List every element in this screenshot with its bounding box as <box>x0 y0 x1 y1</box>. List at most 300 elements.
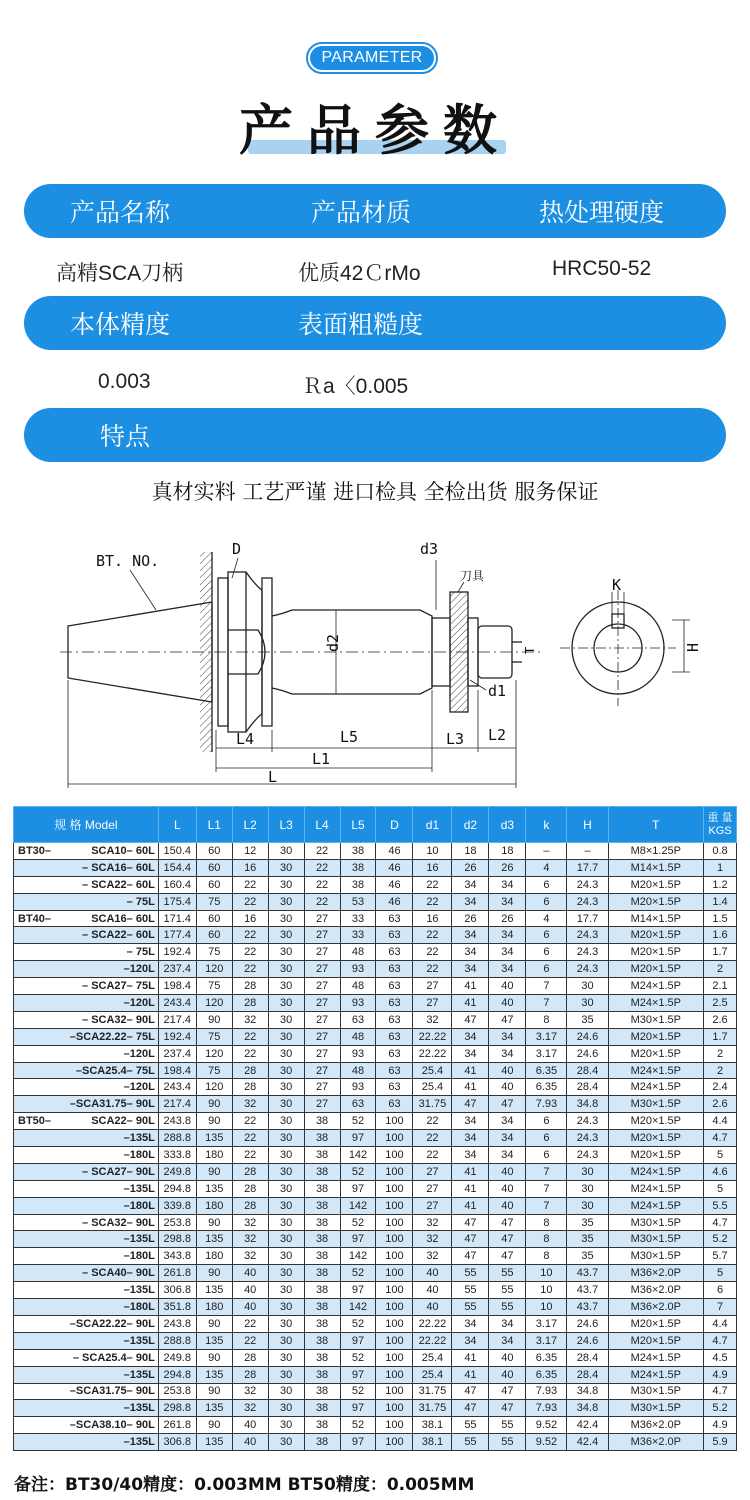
cell-value: 8 <box>526 1248 567 1265</box>
cell-value: 22 <box>413 893 452 910</box>
cell-value: 32 <box>413 1214 452 1231</box>
cell-value: 135 <box>196 1180 232 1197</box>
cell-value: 46 <box>376 893 413 910</box>
cell-value: 27 <box>304 1062 340 1079</box>
cell-value: 40 <box>489 1180 526 1197</box>
label-L3: L3 <box>446 730 465 748</box>
cell-value: 63 <box>376 1045 413 1062</box>
cell-value: 55 <box>489 1417 526 1434</box>
cell-value: 4.6 <box>704 1163 737 1180</box>
cell-model <box>14 1028 159 1045</box>
cell-value: 6.35 <box>526 1062 567 1079</box>
cell-model <box>14 910 159 927</box>
cell-value: 4.9 <box>704 1366 737 1383</box>
cell-value: 48 <box>340 1028 376 1045</box>
cell-value: 30 <box>268 1062 304 1079</box>
cell-value: 93 <box>340 1045 376 1062</box>
cell-model <box>14 893 159 910</box>
header-d1: d1 <box>413 807 452 843</box>
cell-value: 34 <box>452 927 489 944</box>
cell-value: 30 <box>268 1130 304 1147</box>
cell-value: 100 <box>376 1113 413 1130</box>
cell-value: 243.4 <box>158 995 196 1012</box>
bar-label-roughness: 表面粗糙度 <box>298 310 424 339</box>
cell-value: M24×1.5P <box>608 1163 704 1180</box>
cell-value: 30 <box>268 995 304 1012</box>
cell-value: 25.4 <box>413 1079 452 1096</box>
cell-value: 93 <box>340 1079 376 1096</box>
cell-value: 27 <box>304 1011 340 1028</box>
bar-label-features: 特点 <box>100 422 151 451</box>
cell-value: 63 <box>340 1011 376 1028</box>
cell-model <box>14 1147 159 1164</box>
model-name: –SCA25.4– 75L <box>75 1064 155 1077</box>
cell-value: 24.3 <box>567 1130 608 1147</box>
cell-value: 33 <box>340 910 376 927</box>
cell-value: 32 <box>232 1096 268 1113</box>
model-name: –135L <box>123 1182 155 1195</box>
cell-value: 90 <box>196 1096 232 1113</box>
header-L5: L5 <box>340 807 376 843</box>
cell-value: M20×1.5P <box>608 876 704 893</box>
cell-value: 10 <box>526 1299 567 1316</box>
cell-model <box>14 1265 159 1282</box>
cell-value: 2 <box>704 961 737 978</box>
cell-value: 100 <box>376 1434 413 1451</box>
cell-value: 30 <box>268 1366 304 1383</box>
cell-value: 38 <box>304 1197 340 1214</box>
cell-value: 27 <box>413 995 452 1012</box>
cell-value: 28.4 <box>567 1062 608 1079</box>
cell-value: 30 <box>268 1383 304 1400</box>
cell-value: 306.8 <box>158 1434 196 1451</box>
table-row <box>14 893 737 910</box>
cell-value: 30 <box>268 843 304 860</box>
cell-value: 40 <box>489 1062 526 1079</box>
cell-value: 180 <box>196 1248 232 1265</box>
cell-value: 38 <box>304 1400 340 1417</box>
cell-value: 120 <box>196 961 232 978</box>
cell-value: 28.4 <box>567 1366 608 1383</box>
bar-label-heat-treatment: 热处理硬度 <box>539 198 665 227</box>
cell-value: 177.4 <box>158 927 196 944</box>
cell-value: 40 <box>232 1417 268 1434</box>
table-row <box>14 995 737 1012</box>
cell-value: 34 <box>452 1045 489 1062</box>
cell-value: 24.3 <box>567 876 608 893</box>
cell-value: 30 <box>268 893 304 910</box>
cell-value: 63 <box>376 961 413 978</box>
cell-value: M20×1.5P <box>608 1147 704 1164</box>
cell-value: 5.2 <box>704 1400 737 1417</box>
cell-value: 30 <box>268 961 304 978</box>
cell-value: 30 <box>268 1231 304 1248</box>
table-row <box>14 1197 737 1214</box>
cell-model <box>14 1282 159 1299</box>
cell-value: 4.4 <box>704 1315 737 1332</box>
cell-value: 26 <box>452 859 489 876</box>
model-name: SCA10– 60L <box>91 844 155 857</box>
cell-value: 38 <box>340 859 376 876</box>
cell-value: 38 <box>304 1265 340 1282</box>
cell-value: 30 <box>268 1417 304 1434</box>
cell-value: 100 <box>376 1315 413 1332</box>
cell-value: 47 <box>489 1011 526 1028</box>
table-row <box>14 1383 737 1400</box>
cell-value: 17.7 <box>567 859 608 876</box>
cell-value: 40 <box>413 1265 452 1282</box>
cell-model <box>14 1130 159 1147</box>
header-d2: d2 <box>452 807 489 843</box>
cell-value: 5 <box>704 1180 737 1197</box>
cell-value: 46 <box>376 843 413 860</box>
cell-value: 30 <box>268 859 304 876</box>
bar-label-material: 产品材质 <box>311 198 412 227</box>
cell-value: 10 <box>526 1282 567 1299</box>
cell-value: 22 <box>304 876 340 893</box>
cell-value: 160.4 <box>158 876 196 893</box>
cell-value: 253.8 <box>158 1214 196 1231</box>
cell-value: 5.5 <box>704 1197 737 1214</box>
table-row <box>14 1315 737 1332</box>
cell-value: 63 <box>376 1062 413 1079</box>
cell-value: 100 <box>376 1147 413 1164</box>
cell-value: M24×1.5P <box>608 978 704 995</box>
cell-value: 22 <box>413 1147 452 1164</box>
header-k: k <box>526 807 567 843</box>
cell-value: 4.7 <box>704 1383 737 1400</box>
cell-value: 30 <box>268 944 304 961</box>
cell-value: 4.9 <box>704 1417 737 1434</box>
model-name: – SCA40– 90L <box>82 1267 155 1280</box>
cell-value: 40 <box>232 1434 268 1451</box>
label-L4: L4 <box>236 730 255 748</box>
cell-value: 4.7 <box>704 1214 737 1231</box>
cell-value: 41 <box>452 978 489 995</box>
model-name: –SCA31.75– 90L <box>69 1098 155 1111</box>
cell-value: 6 <box>526 961 567 978</box>
cell-value: 30 <box>567 1163 608 1180</box>
header-L3: L3 <box>268 807 304 843</box>
cell-value: 30 <box>268 910 304 927</box>
label-d3: d3 <box>420 540 439 558</box>
cell-value: M30×1.5P <box>608 1214 704 1231</box>
cell-value: 38 <box>304 1299 340 1316</box>
table-row <box>14 1163 737 1180</box>
cell-value: 90 <box>196 1383 232 1400</box>
cell-value: 22.22 <box>413 1332 452 1349</box>
cell-model <box>14 1315 159 1332</box>
table-row <box>14 1130 737 1147</box>
model-name: –180L <box>123 1148 155 1161</box>
cell-value: 52 <box>340 1113 376 1130</box>
cell-value: 22 <box>304 859 340 876</box>
cell-value: 22 <box>304 893 340 910</box>
cell-value: 175.4 <box>158 893 196 910</box>
cell-value: 34 <box>489 927 526 944</box>
cell-value: 38.1 <box>413 1434 452 1451</box>
cell-value: 306.8 <box>158 1282 196 1299</box>
cell-value: 28.4 <box>567 1349 608 1366</box>
bar-label-product-name: 产品名称 <box>70 198 171 227</box>
cell-value: 38 <box>304 1366 340 1383</box>
cell-value: 52 <box>340 1163 376 1180</box>
table-row <box>14 1079 737 1096</box>
cell-value: 6 <box>526 876 567 893</box>
cell-value: 253.8 <box>158 1383 196 1400</box>
cell-value: M36×2.0P <box>608 1265 704 1282</box>
cell-model <box>14 1079 159 1096</box>
cell-value: M20×1.5P <box>608 893 704 910</box>
cell-value: 34 <box>452 1332 489 1349</box>
cell-value: 100 <box>376 1299 413 1316</box>
cell-value: 27 <box>304 1096 340 1113</box>
cell-value: 47 <box>489 1214 526 1231</box>
cell-value: 41 <box>452 1079 489 1096</box>
footer-note: 备注：BT30/40精度：0.003MM BT50精度：0.005MM <box>14 1475 475 1495</box>
cell-value: 47 <box>489 1383 526 1400</box>
cell-value: 30 <box>567 1180 608 1197</box>
cell-value: 24.3 <box>567 944 608 961</box>
cell-value: 1 <box>704 859 737 876</box>
cell-value: 237.4 <box>158 961 196 978</box>
cell-value: 34.8 <box>567 1383 608 1400</box>
cell-value: 22.22 <box>413 1315 452 1332</box>
cell-value: 6 <box>526 927 567 944</box>
cell-value: 1.7 <box>704 1028 737 1045</box>
header-weight <box>704 807 737 843</box>
cell-value: 120 <box>196 1079 232 1096</box>
cell-value: 38 <box>304 1180 340 1197</box>
cell-value: 40 <box>232 1299 268 1316</box>
model-name: –180L <box>123 1300 155 1313</box>
cell-value: 47 <box>452 1214 489 1231</box>
cell-value: 38 <box>304 1434 340 1451</box>
cell-value: 294.8 <box>158 1366 196 1383</box>
cell-value: 40 <box>232 1265 268 1282</box>
cell-model <box>14 1383 159 1400</box>
cell-value: 63 <box>376 1028 413 1045</box>
header-d3: d3 <box>489 807 526 843</box>
cell-value: 30 <box>268 1214 304 1231</box>
cell-value: 34 <box>452 1113 489 1130</box>
cell-value: 1.5 <box>704 910 737 927</box>
cell-value: 60 <box>196 910 232 927</box>
cell-value: 41 <box>452 1366 489 1383</box>
cell-value: 40 <box>489 1366 526 1383</box>
table-row <box>14 1062 737 1079</box>
cell-value: 7 <box>526 995 567 1012</box>
cell-value: 28 <box>232 1062 268 1079</box>
cell-value: 38 <box>304 1231 340 1248</box>
cell-value: 52 <box>340 1214 376 1231</box>
label-tool: 刀具 <box>460 569 485 583</box>
cell-value: 55 <box>489 1265 526 1282</box>
table-row <box>14 1028 737 1045</box>
cell-value: 97 <box>340 1366 376 1383</box>
cell-value: 135 <box>196 1400 232 1417</box>
cell-value: 38.1 <box>413 1417 452 1434</box>
cell-value: 30 <box>268 1113 304 1130</box>
cell-model <box>14 1248 159 1265</box>
cell-value: 32 <box>413 1231 452 1248</box>
cell-value: M14×1.5P <box>608 859 704 876</box>
cell-value: 7 <box>526 1197 567 1214</box>
cell-value: 7 <box>526 978 567 995</box>
cell-value: 47 <box>452 1400 489 1417</box>
cell-value: 9.52 <box>526 1417 567 1434</box>
cell-value: 288.8 <box>158 1130 196 1147</box>
cell-value: 47 <box>489 1248 526 1265</box>
cell-value: 38 <box>304 1113 340 1130</box>
cell-value: 7.93 <box>526 1400 567 1417</box>
cell-value: 142 <box>340 1299 376 1316</box>
cell-value: 47 <box>452 1011 489 1028</box>
cell-value: 2.1 <box>704 978 737 995</box>
cell-value: 30 <box>268 1180 304 1197</box>
cell-value: 8 <box>526 1011 567 1028</box>
cell-value: 38 <box>304 1214 340 1231</box>
cell-value: 27 <box>304 927 340 944</box>
cell-value: 41 <box>452 1197 489 1214</box>
spec-bar-1 <box>24 184 726 238</box>
cell-value: M8×1.25P <box>608 843 704 860</box>
cell-value: 38 <box>340 843 376 860</box>
cell-value: 2 <box>704 1062 737 1079</box>
cell-model <box>14 1299 159 1316</box>
cell-value: 31.75 <box>413 1383 452 1400</box>
model-name: – SCA32– 90L <box>82 1216 155 1229</box>
cell-value: 142 <box>340 1197 376 1214</box>
cell-value: 60 <box>196 927 232 944</box>
cell-value: 2.6 <box>704 1011 737 1028</box>
cell-value: 5.7 <box>704 1248 737 1265</box>
cell-value: 28.4 <box>567 1079 608 1096</box>
cell-value: 34 <box>452 944 489 961</box>
cell-value: 22 <box>413 927 452 944</box>
cell-value: 142 <box>340 1147 376 1164</box>
cell-value: 6 <box>526 1147 567 1164</box>
cell-value: 294.8 <box>158 1180 196 1197</box>
cell-value: – <box>526 843 567 860</box>
cell-value: 75 <box>196 1062 232 1079</box>
cell-value: 93 <box>340 961 376 978</box>
cell-value: 27 <box>413 1197 452 1214</box>
table-row <box>14 1366 737 1383</box>
cell-value: 40 <box>489 978 526 995</box>
cell-value: 249.8 <box>158 1163 196 1180</box>
cell-value: 249.8 <box>158 1349 196 1366</box>
cell-value: 97 <box>340 1130 376 1147</box>
cell-model <box>14 1096 159 1113</box>
cell-value: 38 <box>304 1248 340 1265</box>
cell-value: 63 <box>376 1079 413 1096</box>
cell-value: 6.35 <box>526 1366 567 1383</box>
model-name: –120L <box>123 963 155 976</box>
cell-value: 30 <box>268 1011 304 1028</box>
table-row <box>14 1147 737 1164</box>
cell-value: 30 <box>567 1197 608 1214</box>
cell-value: 93 <box>340 995 376 1012</box>
table-row <box>14 1349 737 1366</box>
cell-value: 22.22 <box>413 1045 452 1062</box>
cell-value: 32 <box>413 1248 452 1265</box>
cell-value: 32 <box>232 1248 268 1265</box>
model-name: –135L <box>123 1132 155 1145</box>
cell-value: 2.5 <box>704 995 737 1012</box>
cell-value: M36×2.0P <box>608 1282 704 1299</box>
cell-value: 38 <box>304 1163 340 1180</box>
cell-value: 63 <box>376 978 413 995</box>
cell-value: 28 <box>232 1349 268 1366</box>
table-row <box>14 843 737 860</box>
cell-value: 6 <box>526 893 567 910</box>
table-row <box>14 1332 737 1349</box>
cell-value: 52 <box>340 1383 376 1400</box>
label-L: L <box>268 768 278 786</box>
cell-value: 1.4 <box>704 893 737 910</box>
cell-model <box>14 927 159 944</box>
value-precision: 0.003 <box>98 370 151 393</box>
cell-value: 90 <box>196 1163 232 1180</box>
cell-value: 27 <box>304 910 340 927</box>
cell-value: 198.4 <box>158 978 196 995</box>
model-name: –135L <box>123 1402 155 1415</box>
cell-value: 217.4 <box>158 1011 196 1028</box>
cell-value: 38 <box>340 876 376 893</box>
cell-value: – <box>567 843 608 860</box>
cell-value: 7 <box>526 1180 567 1197</box>
cell-value: 30 <box>268 1096 304 1113</box>
cell-value: M30×1.5P <box>608 1096 704 1113</box>
cell-value: 90 <box>196 1113 232 1130</box>
cell-value: 63 <box>376 995 413 1012</box>
cell-value: M24×1.5P <box>608 995 704 1012</box>
cell-value: 16 <box>413 859 452 876</box>
cell-value: 24.6 <box>567 1332 608 1349</box>
cell-value: 75 <box>196 978 232 995</box>
cell-value: 16 <box>232 859 268 876</box>
cell-value: 34 <box>489 1130 526 1147</box>
table-row <box>14 910 737 927</box>
cell-model <box>14 1045 159 1062</box>
cell-value: 24.6 <box>567 1028 608 1045</box>
cell-value: 24.3 <box>567 961 608 978</box>
model-name: –SCA22.22– 75L <box>69 1030 155 1043</box>
cell-value: 90 <box>196 1214 232 1231</box>
cell-value: 52 <box>340 1265 376 1282</box>
header-L1: L1 <box>196 807 232 843</box>
cell-value: 30 <box>268 978 304 995</box>
cell-value: 47 <box>452 1383 489 1400</box>
cell-value: 34 <box>489 944 526 961</box>
cell-value: 30 <box>268 1332 304 1349</box>
cell-value: 31.75 <box>413 1096 452 1113</box>
value-roughness: Ｒa〈0.005 <box>302 375 409 398</box>
model-name: –180L <box>123 1199 155 1212</box>
cell-value: 34 <box>452 1315 489 1332</box>
cell-value: 243.8 <box>158 1113 196 1130</box>
model-name: –120L <box>123 996 155 1009</box>
cell-value: 30 <box>268 1349 304 1366</box>
cell-value: 27 <box>304 961 340 978</box>
cell-value: 30 <box>567 978 608 995</box>
label-L1: L1 <box>312 750 331 768</box>
cell-value: 32 <box>232 1383 268 1400</box>
cell-value: 25.4 <box>413 1062 452 1079</box>
cell-value: M24×1.5P <box>608 1349 704 1366</box>
cell-value: 35 <box>567 1231 608 1248</box>
